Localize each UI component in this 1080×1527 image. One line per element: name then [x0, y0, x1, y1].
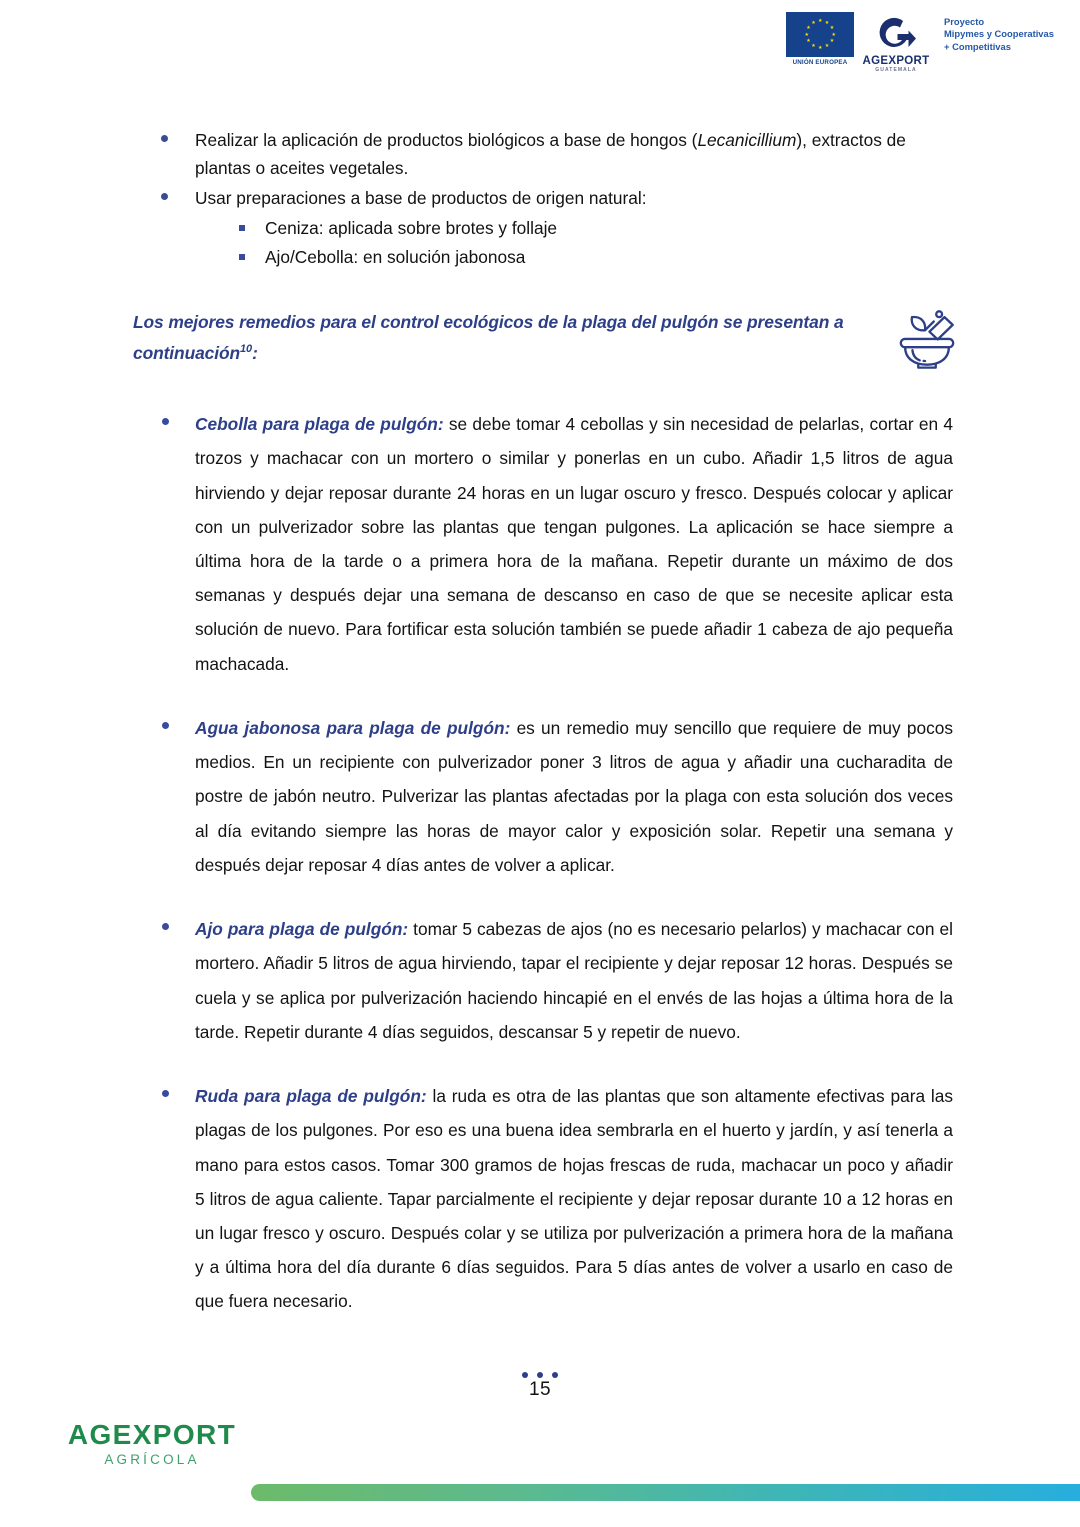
project-title-block [944, 12, 1054, 53]
remedy-body-3: tomar 5 cabezas de ajos (no es necesario pelarlos) y machacar con el mortero. Añadir 5 litros de agua hirviendo, tapar el recipiente y dejar reposar 12 horas. Después se cuela y se aplica por pulverización haciendo hincapié en el envés de las hojas a última hora de la tarde. Repetir durante 4 días seguidos, descansar 5 y repetir de nuevo. [195, 919, 953, 1042]
list-item [133, 711, 953, 882]
bullet-dot-icon [162, 1090, 169, 1097]
footer-brand-wordmark: AGEXPORT [67, 1419, 237, 1450]
remedy-paragraph-2 [195, 711, 953, 882]
remedy-lead-1: Cebolla para plaga de pulgón: [195, 414, 444, 435]
section-heading [133, 307, 878, 369]
bullet-square-icon [239, 254, 245, 260]
intro-bullet-text-1-italic: Lecanicillium [697, 130, 797, 150]
eu-star-icon: ★ [829, 38, 835, 45]
eu-flag-icon [786, 12, 854, 57]
section-heading-footnote-ref: 10 [240, 343, 253, 356]
eu-star-icon: ★ [824, 43, 830, 50]
section-heading-block [133, 307, 953, 385]
european-union-logo [786, 12, 854, 66]
eu-star-icon: ★ [811, 43, 816, 50]
agexport-header-country: GUATEMALA [875, 67, 917, 73]
list-item [133, 407, 953, 681]
remedy-lead-3: Ajo para plaga de pulgón: [195, 919, 409, 940]
project-title-line-1: Proyecto [944, 16, 985, 27]
remedy-lead-4: Ruda para plaga de pulgón: [195, 1086, 427, 1107]
section-heading-colon: : [252, 343, 258, 364]
page-footer [0, 1407, 1080, 1527]
remedy-paragraph-1 [195, 407, 953, 681]
eu-logo-caption: UNIÓN EUROPEA [792, 59, 848, 66]
page-header [786, 12, 1072, 82]
bullet-dot-icon [162, 722, 169, 729]
eu-star-icon: ★ [806, 24, 811, 31]
eu-star-icon: ★ [818, 18, 823, 24]
eu-star-icon: ★ [831, 31, 836, 38]
remedy-body-2: es un remedio muy sencillo que requiere de muy pocos medios. En un recipiente con pulverizador poner 3 litros de agua y añadir una cucharadita de postre de jabón neutro. Pulverizar las plantas afectadas por la plaga con esta solución dos veces al día evitando siempre las horas de mayor calor y exposición solar. Repetir una semana y después dejar reposar 4 días antes de volver a aplicar. [195, 717, 954, 875]
remedies-list [133, 407, 953, 1319]
section-heading-text: Los mejores remedios para el control ecológicos de la plaga del pulgón se presentan a continuación [133, 312, 844, 364]
agexport-g-arrow-icon [875, 14, 917, 54]
intro-bullet-list [133, 126, 953, 271]
list-item [195, 243, 953, 271]
eu-star-icon: ★ [804, 31, 809, 38]
agexport-agricola-logo [42, 1419, 262, 1467]
sub-bullet-text-1: Ceniza: aplicada sobre brotes y follaje [265, 218, 558, 239]
agexport-header-wordmark: AGEXPORT [862, 55, 930, 67]
bullet-dot-icon [161, 193, 168, 200]
list-item [195, 214, 953, 242]
page-number-dots-icon [0, 1372, 1080, 1378]
intro-bullet-text-1-a: Realizar la aplicación de productos biológicos a base de hongos ( [195, 130, 698, 150]
project-title-line-2: Mipymes y Cooperativas [944, 28, 1054, 40]
eu-star-icon: ★ [829, 24, 835, 31]
bullet-square-icon [239, 225, 245, 231]
intro-bullet-text-1 [195, 130, 906, 178]
list-item [133, 184, 953, 271]
remedy-body-4: la ruda es otra de las plantas que son altamente efectivas para las plagas de los pulgones. Por eso es una buena idea sembrarla en el huerto y jardín, y así tenerla a mano para estos casos. Tomar 300 gramos de hojas frescas de ruda, machacar un poco y añadir 5 litros de agua caliente. Tapar parcialmente el recipiente y dejar reposar durante 10 a 12 horas en un lugar fresco y oscuro. Después colar y se utiliza por pulverización a primera hora de la mañana y a última hora del día durante 6 días seguidos. Para 5 días antes de volver a usarlo en caso de que fuera necesario. [195, 1086, 953, 1312]
remedy-body-1: se debe tomar 4 cebollas y sin necesidad de pelarlas, cortar en 4 trozos y machacar con un mortero o similar y ponerlas en un cubo. Añadir 1,5 litros de agua hirviendo y dejar reposar durante 24 horas en un lugar oscuro y fresco. Después colocar y aplicar con un pulverizador sobre las plantas que tengan pulgones. La aplicación se hace siempre a última hora de la tarde o a primera hora de la mañana. Repetir durante un máximo de dos semanas y después dejar una semana de descanso en caso de que se necesite aplicar esta solución de nuevo. Para fortificar esta solución también se puede añadir 1 cabeza de ajo pequeña machacada. [195, 414, 954, 674]
remedy-lead-2: Agua jabonosa para plaga de pulgón: [195, 717, 511, 738]
sub-bullet-text-2: Ajo/Cebolla: en solución jabonosa [265, 247, 526, 268]
document-content [133, 126, 953, 1349]
intro-bullet-text-1-b: ), extractos de plantas o aceites vegetales. [195, 130, 906, 179]
page-number: 15 [529, 1379, 551, 1400]
bullet-dot-icon [161, 135, 168, 142]
list-item [133, 1079, 953, 1319]
footer-brand-subtitle: AGRÍCOLA [104, 1452, 200, 1467]
eu-star-icon: ★ [811, 19, 816, 26]
project-title-line-3: + Competitivas [944, 40, 1011, 52]
list-item [133, 912, 953, 1049]
eu-star-icon: ★ [818, 45, 823, 51]
remedy-paragraph-3 [195, 912, 953, 1049]
eu-star-icon: ★ [824, 19, 830, 26]
intro-bullet-text-2: Usar preparaciones a base de productos de origen natural: [195, 188, 647, 209]
mortar-and-pestle-icon [893, 305, 961, 371]
bullet-dot-icon [162, 418, 169, 425]
remedy-paragraph-4 [195, 1079, 953, 1319]
agexport-header-logo [860, 12, 932, 73]
page-number-block [0, 1372, 1080, 1401]
list-item [133, 126, 953, 182]
footer-gradient-bar [251, 1484, 1080, 1501]
eu-star-icon: ★ [806, 38, 811, 45]
bullet-dot-icon [162, 923, 169, 930]
intro-sub-bullet-list [195, 214, 953, 271]
